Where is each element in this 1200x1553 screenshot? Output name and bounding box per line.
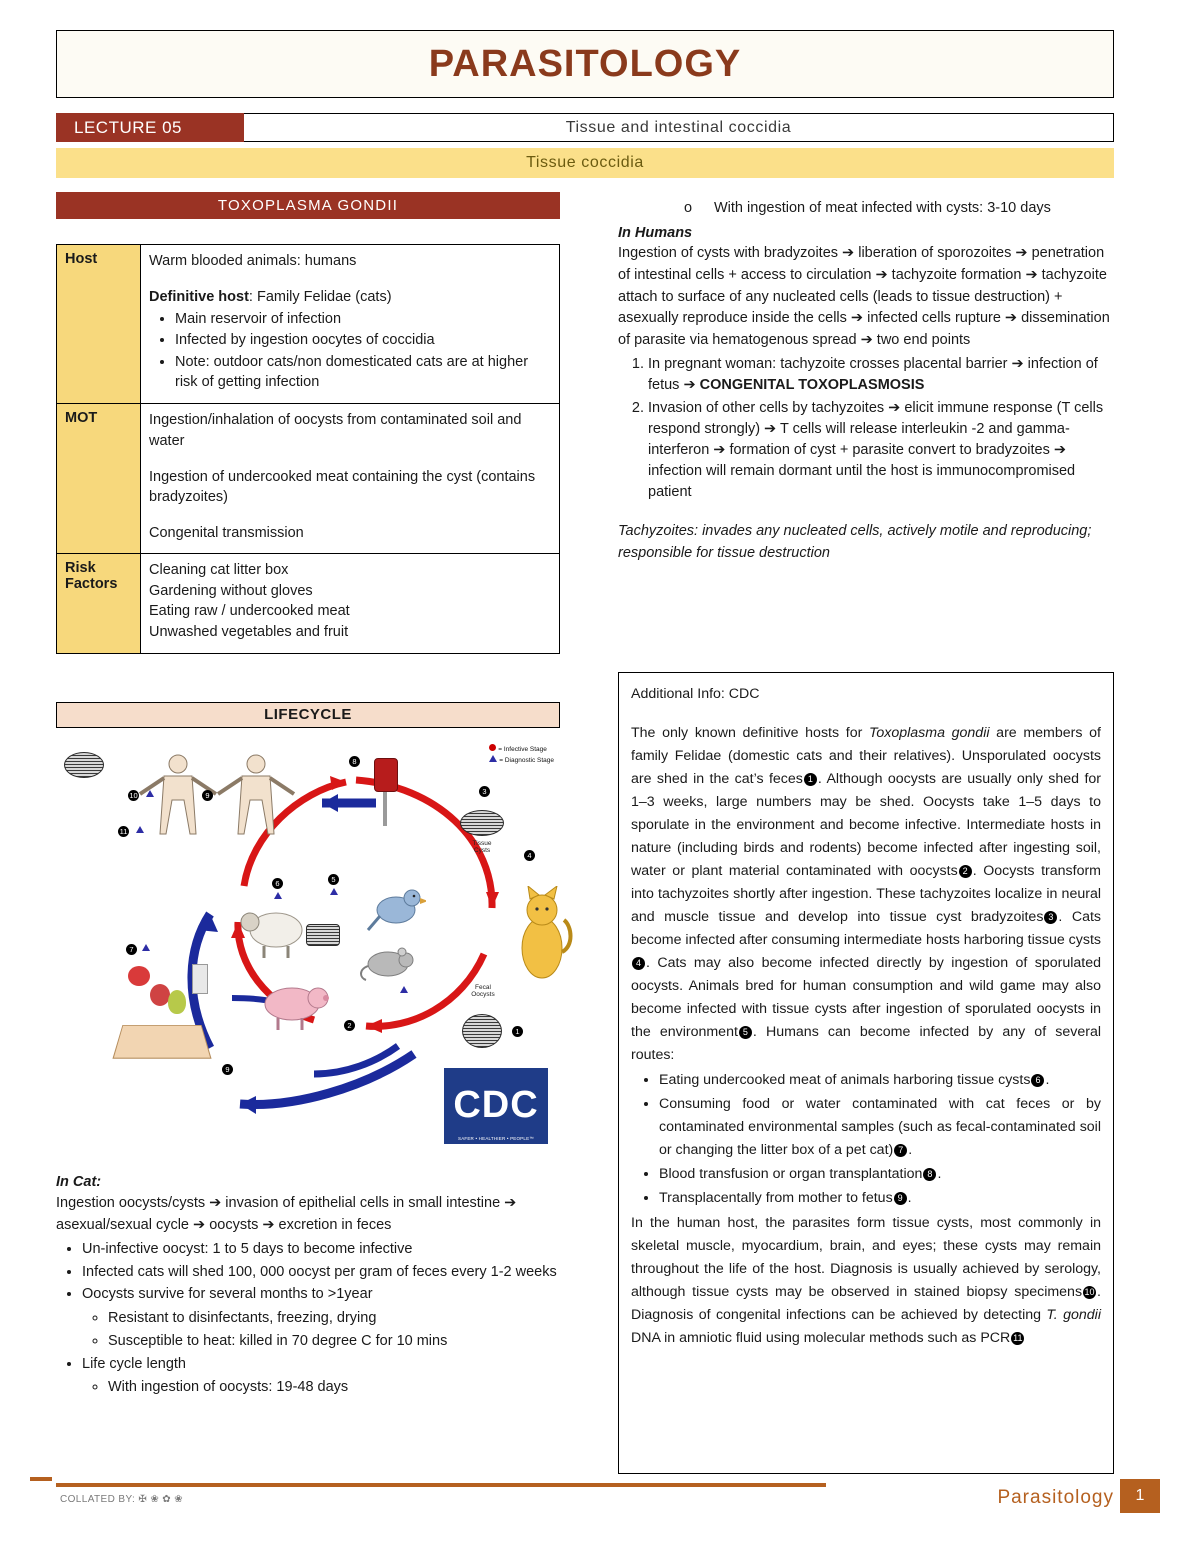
list-item: • Note: outdoor cats/non domesticated cats are at higher risk of getting infection xyxy=(175,352,551,393)
lifecycle-number-7: 7 xyxy=(126,944,137,955)
ref-circle-9: 9 xyxy=(894,1192,907,1205)
row-body-mot xyxy=(141,404,560,554)
lifecycle-number-8: 8 xyxy=(349,756,360,767)
diagnostic-triangle-icon xyxy=(400,986,408,993)
in-cat-intro: Ingestion oocysts/cysts ➔ invasion of epithelial cells in small intestine ➔ asexual/sexual cycle ➔ oocysts ➔ excretion in feces xyxy=(56,1195,517,1234)
cdc-p1-b: are members of family Felidae (domestic cats and their relatives). Unsporulated oocysts are shed in the cat’s feces xyxy=(631,725,1101,787)
lifecycle-number-11: 11 xyxy=(119,826,128,836)
route-text: Blood transfusion or organ transplantation xyxy=(659,1166,923,1182)
oocyst-cluster-icon xyxy=(64,752,104,778)
list-item-label: Life cycle length xyxy=(82,1355,186,1372)
lifecycle-number-1: 1 xyxy=(512,1026,523,1037)
human-figures-icon xyxy=(134,748,304,878)
tissue-cyst-icon xyxy=(460,810,504,836)
endpoint-emphasis: CONGENITAL TOXOPLASMOSIS xyxy=(699,376,925,393)
row-header-mot: MOT xyxy=(57,404,141,554)
diagnostic-triangle-icon xyxy=(136,826,144,833)
species-name-italic: Toxoplasma gondii xyxy=(868,725,990,741)
lifecycle-number-5: 5 xyxy=(328,874,339,885)
cdc-logo-tagline: SAFER • HEALTHIER • PEOPLE™ xyxy=(458,1135,534,1141)
circle-bullet-icon: o xyxy=(684,200,693,216)
cdc-p2-c: DNA in amniotic fluid using molecular methods such as PCR xyxy=(631,1330,1011,1346)
list-item xyxy=(659,1093,1101,1162)
lifecycle-diagram xyxy=(56,728,560,1158)
transfusion-arrow xyxy=(296,783,386,823)
lifecycle-number-9: 9 xyxy=(222,1064,233,1075)
cdc-box-paragraph-1 xyxy=(631,722,1101,1067)
red-dot-icon xyxy=(489,744,496,751)
route-tail: . xyxy=(907,1190,912,1206)
list-item xyxy=(648,398,1114,503)
ref-circle-3: 3 xyxy=(1044,911,1057,924)
route-tail: . xyxy=(1045,1072,1050,1088)
iv-line-icon xyxy=(383,792,387,826)
endpoint-text: Invasion of other cells by tachyzoites ➔ elicit immune response (T cells respond strongly) ➔ T cells will release interleukin -2 and gamma-interferon ➔ formation of cyst + parasite convert to bradyzoites ➔ infection will remain dormant until the host is immunocompromised patient xyxy=(648,399,1104,500)
ref-circle-6: 6 xyxy=(1031,1074,1044,1087)
right-column xyxy=(618,198,1114,564)
definitive-host-label: Definitive host xyxy=(149,288,249,305)
cdc-logo xyxy=(444,1068,548,1144)
tomato-icon xyxy=(128,966,150,986)
cat-icon xyxy=(508,886,578,982)
list-item-label: Oocysts survive for several months to >1year xyxy=(82,1286,373,1303)
pig-icon xyxy=(252,976,332,1032)
pear-icon xyxy=(168,990,186,1014)
left-column xyxy=(56,192,560,1400)
in-cat-section xyxy=(56,1172,560,1400)
cdc-route-bullets xyxy=(631,1069,1101,1210)
risk-line: Gardening without gloves xyxy=(149,582,313,599)
cdc-p1-f: . Cats may also become infected directly by ingestion of sporulated oocysts. Animals bred for human consumption and wild game may also become infected with tissue cysts after ingestion of sporulated oocysts in the environment xyxy=(631,955,1101,1040)
row-header-risk-factors: Risk Factors xyxy=(57,554,141,653)
in-humans-paragraph: Ingestion of cysts with bradyzoites ➔ liberation of sporozoites ➔ penetration of intestinal cells + access to circulation ➔ tachyzoite formation ➔ tachyzoite attach to surface of any nucleated cells (leads to tissue destruction) + asexually reproduce inside the cells ➔ infected cells rupture ➔ dissemination of parasite via hematogenous spread ➔ two end points xyxy=(618,245,1110,349)
document-title-box xyxy=(56,30,1114,98)
tissue-cyst-icon xyxy=(306,924,340,946)
lecture-row xyxy=(56,113,1114,142)
endpoint-text: In pregnant woman: tachyzoite crosses placental barrier ➔ infection of fetus ➔ xyxy=(648,355,1098,393)
route-tail: . xyxy=(937,1166,942,1182)
table-row xyxy=(57,554,560,653)
cdc-box-title: Additional Info: CDC xyxy=(631,686,760,702)
lecture-tag: LECTURE 05 xyxy=(56,113,244,142)
host-bullets xyxy=(149,309,551,392)
diagnostic-triangle-icon xyxy=(146,790,154,797)
lifecycle-figure xyxy=(56,702,560,1158)
lifecycle-number-4: 4 xyxy=(524,850,535,861)
list-item: • Infected cats will shed 100, 000 oocyst per gram of feces every 1-2 weeks xyxy=(82,1262,560,1284)
spacer xyxy=(149,508,551,523)
route-tail: . xyxy=(908,1142,913,1158)
list-item: • Main reservoir of infection xyxy=(175,309,551,329)
cdc-p1-g: . Humans can become infected by any of several routes: xyxy=(631,1024,1101,1063)
cdc-p1-d: . Oocysts transform into tachyzoites shortly after ingestion. These tachyzoites localize in neural and muscle tissue and develop into tissue cyst bradyzoites xyxy=(631,863,1101,925)
organism-bar: TOXOPLASMA GONDII xyxy=(56,192,560,219)
cdc-additional-info-box xyxy=(618,672,1114,1474)
diagnostic-triangle-icon xyxy=(330,888,338,895)
milk-carton-icon xyxy=(192,964,208,994)
in-humans-heading: In Humans xyxy=(618,225,693,242)
mot-para-3: Congenital transmission xyxy=(149,524,304,541)
row-body-risk-factors xyxy=(141,554,560,653)
blood-bag-icon xyxy=(374,758,398,792)
ref-circle-10: 10 xyxy=(1084,1287,1095,1297)
row-body-host xyxy=(141,245,560,404)
list-item: • Un-infective oocyst: 1 to 5 days to become infective xyxy=(82,1239,560,1261)
tachyzoites-note: Tachyzoites: invades any nucleated cells, actively motile and reproducing; responsible for tissue destruction xyxy=(618,522,1092,561)
fecal-oocyst-icon xyxy=(462,1014,502,1048)
row-header-host: Host xyxy=(57,245,141,404)
risk-line: Unwashed vegetables and fruit xyxy=(149,623,349,640)
footer-subject: Parasitology xyxy=(997,1487,1114,1508)
tissue-cysts-label: Tissue Cysts xyxy=(472,839,492,855)
list-item xyxy=(659,1187,1101,1210)
ref-circle-7: 7 xyxy=(894,1144,907,1157)
oocyst-survival-sub-bullets xyxy=(82,1308,560,1353)
list-item xyxy=(648,354,1114,396)
cdc-p2-b: . Diagnosis of congenital infections can be achieved by detecting xyxy=(631,1284,1101,1323)
footer-rule xyxy=(56,1483,826,1487)
page-number: 1 xyxy=(1120,1479,1160,1513)
mouse-icon xyxy=(358,938,420,986)
fecal-oocysts-label: Fecal Oocysts xyxy=(471,983,495,999)
in-cat-heading: In Cat: xyxy=(56,1173,102,1190)
host-line-1: Warm blooded animals: humans xyxy=(149,253,357,269)
lifecycle-length-sub-bullets xyxy=(82,1377,560,1399)
risk-line: Eating raw / undercooked meat xyxy=(149,603,350,620)
continued-sub-bullet-label: With ingestion of meat infected with cysts: 3-10 days xyxy=(714,200,1051,216)
diagnostic-triangle-icon xyxy=(142,944,150,951)
bird-icon xyxy=(366,876,426,938)
list-item xyxy=(659,1069,1101,1092)
legend-label: = Infective Stage xyxy=(498,745,547,753)
lifecycle-heading: LIFECYCLE xyxy=(56,702,560,728)
list-item: ◦ With ingestion of oocysts: 19-48 days xyxy=(108,1377,560,1399)
species-name-italic: T. gondii xyxy=(1046,1307,1101,1323)
sheep-icon xyxy=(236,900,312,960)
in-cat-bullets xyxy=(56,1239,560,1399)
cdc-logo-text: CDC xyxy=(453,1084,539,1127)
cdc-p2-a: In the human host, the parasites form tissue cysts, most commonly in skeletal muscle, myocardium, brain, and eyes; these cysts may remain throughout the life of the host. Diagnosis is usually achieved by serology, although tissue cysts may be observed in stained biopsy specimens xyxy=(631,1215,1101,1300)
list-item xyxy=(82,1354,560,1400)
table-row xyxy=(57,245,560,404)
route-text: Consuming food or water contaminated with cat feces or by contaminated environmental samples (such as fecal-contaminated soil or changing the litter box of a pet cat) xyxy=(659,1096,1101,1158)
mot-para-1: Ingestion/inhalation of oocysts from contaminated soil and water xyxy=(149,412,522,449)
list-item xyxy=(659,1163,1101,1186)
ref-circle-5: 5 xyxy=(739,1026,752,1039)
ref-circle-8: 8 xyxy=(923,1168,936,1181)
lifecycle-number-6: 6 xyxy=(272,878,283,889)
lifecycle-number-3: 3 xyxy=(479,786,490,797)
ref-circle-1: 1 xyxy=(804,773,817,786)
footer-collated-by: COLLATED BY: ✠ ❀ ✿ ❀ xyxy=(60,1494,184,1505)
risk-line: Cleaning cat litter box xyxy=(149,562,289,579)
lecture-topic: Tissue and intestinal coccidia xyxy=(244,113,1114,142)
mot-para-2: Ingestion of undercooked meat containing the cyst (contains bradyzoites) xyxy=(149,468,536,506)
spacer xyxy=(149,452,551,467)
lifecycle-number-9b: 9 xyxy=(202,790,213,801)
section-band-tissue-coccidia: Tissue coccidia xyxy=(56,148,1114,178)
list-item: ◦ Resistant to disinfectants, freezing, drying xyxy=(108,1308,560,1330)
continued-sub-bullet xyxy=(618,198,1114,219)
table-row xyxy=(57,404,560,554)
legend-label: = Diagnostic Stage xyxy=(499,756,554,764)
cdc-p1-e: . Cats become infected after consuming intermediate hosts harboring tissue cysts xyxy=(631,909,1102,948)
cdc-p1-a: The only known definitive hosts for xyxy=(631,725,869,741)
list-item: ◦ Susceptible to heat: killed in 70 degree C for 10 mins xyxy=(108,1331,560,1353)
definitive-host-value: : Family Felidae (cats) xyxy=(248,288,392,305)
ref-circle-2: 2 xyxy=(959,865,972,878)
litter-box-icon xyxy=(112,1025,211,1059)
ref-circle-4: 4 xyxy=(632,957,645,970)
list-item xyxy=(82,1284,560,1352)
in-humans-endpoints xyxy=(618,354,1114,503)
page-title: PARASITOLOGY xyxy=(428,42,742,85)
ref-circle-11: 11 xyxy=(1013,1333,1023,1343)
apple-icon xyxy=(150,984,170,1006)
spacer xyxy=(149,272,551,287)
lifecycle-number-2: 2 xyxy=(344,1020,355,1031)
cdc-box-paragraph-2 xyxy=(631,1212,1101,1350)
route-text: Eating undercooked meat of animals harboring tissue cysts xyxy=(659,1072,1031,1088)
legend-infective xyxy=(489,744,554,755)
lifecycle-number-10: 10 xyxy=(129,790,138,800)
footer-dash xyxy=(30,1477,52,1481)
cdc-p1-c: . Although oocysts are usually only shed for 1–3 weeks, large numbers may be shed. Oocysts take 1–5 days to sporulate in the environment and become infective. Intermediate hosts in nature (including birds and rodents) become infected after ingesting soil, water or plant material contaminated with oocysts xyxy=(631,771,1101,879)
route-text: Transplacentally from mother to fetus xyxy=(659,1190,893,1206)
list-item: • Infected by ingestion oocytes of coccidia xyxy=(175,330,551,350)
host-mot-risk-table xyxy=(56,244,560,654)
diagnostic-triangle-icon xyxy=(274,892,282,899)
